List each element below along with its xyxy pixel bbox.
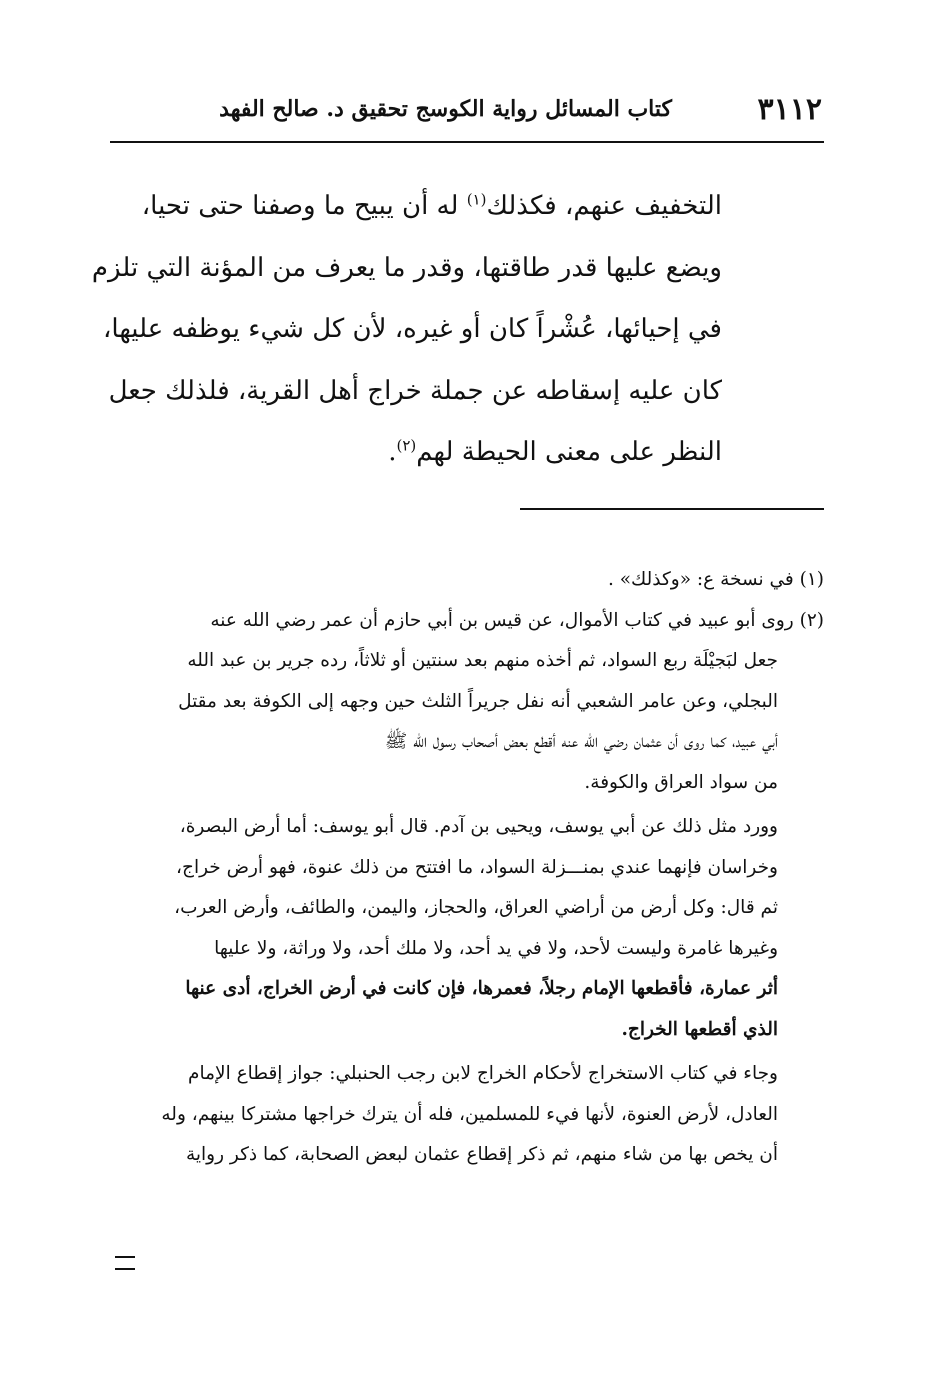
- footnote-paragraph-line: وجاء في كتاب الاستخراج لأحكام الخراج لابن رجب الحنبلي: جواز إقطاع الإمام: [188, 1063, 778, 1084]
- footnote-paragraph-line: وخراسان فإنهما عندي بمنـــزلة السواد، ما افتتح من ذلك عنوة، فهو أرض خراج،: [176, 856, 778, 878]
- footnote-reference: (٢): [396, 436, 417, 455]
- footnote-1: (١) في نسخة ع: «وكذلك» .: [607, 569, 824, 590]
- main-text-span: النظر على معنى الحيطة لهم: [416, 437, 722, 467]
- footnote-2-line: جعل لبَجيْلَة ربع السواد، ثم أخذه منهم بعد سنتين أو ثلاثاً، رده جرير بن عبد الله: [187, 650, 778, 671]
- footnote-2-line: أبي عبيد، كما روى أن عثمان رضي الله عنه أقطع بعض أصحاب رسول الله ﷺ: [384, 731, 778, 752]
- running-title: كتاب المسائل رواية الكوسج تحقيق د. صالح الفهد: [219, 96, 672, 122]
- main-text-line: [108, 422, 722, 484]
- main-text-span: .: [388, 437, 397, 467]
- footnote-paragraph-line: وغيرها غامرة وليست لأحد، ولا في يد أحد، ولا ملك أحد، ولا وراثة، ولا عليها: [214, 937, 778, 959]
- continuation-mark: [115, 1256, 135, 1270]
- main-text-line: [108, 176, 722, 238]
- footnote-paragraph-line: العادل، لأرض العنوة، لأنها فيء للمسلمين، فله أن يترك خراجها مشتركا بينهم، وله: [161, 1103, 778, 1125]
- footnote-separator: [520, 508, 824, 510]
- footnote-2-line: (٢) روى أبو عبيد في كتاب الأموال، عن قيس بن أبي حازم أن عمر رضي الله عنه: [210, 609, 824, 631]
- main-text-line: ويضع عليها قدر طاقتها، وقدر ما يعرف من المؤنة التي تلزم: [91, 252, 722, 283]
- footnote-paragraph-line: أن يخص بها من شاء منهم، ثم ذكر إقطاع عثمان لبعض الصحابة، كما ذكر رواية: [185, 1144, 778, 1165]
- footnote-paragraph-line: أثر عمارة، فأقطعها الإمام رجلاً، فعمرها، فإن كانت في أرض الخراج، أدى عنها: [185, 978, 778, 999]
- footnote-paragraph-line: وورد مثل ذلك عن أبي يوسف، ويحيى بن آدم. قال أبو يوسف: أما أرض البصرة،: [179, 816, 778, 837]
- main-text: [91, 176, 722, 484]
- main-text-line: كان عليه إسقاطه عن جملة خراج أهل القرية، فلذلك جعل: [108, 375, 722, 406]
- footnotes: [108, 560, 824, 1176]
- footnote-reference: (١): [466, 190, 487, 209]
- main-text-line: في إحيائها، عُشْراً كان أو غيره، لأن كل شيء يوظفه عليها،: [103, 314, 722, 344]
- page-number: ٣١١٢: [757, 92, 822, 127]
- footnote-2-line: البجلي، وعن عامر الشعبي أنه نفل جريراً الثلث حين وجهه إلى الكوفة بعد مقتل: [178, 690, 778, 712]
- footnote-2-line: من سواد العراق والكوفة.: [584, 771, 778, 793]
- main-text-span: له أن يبيح ما وصفنا حتى تحيا،: [141, 191, 467, 221]
- footnote-paragraph-line: الذي أقطعها الخراج.: [621, 1018, 778, 1040]
- page-header: [110, 92, 822, 132]
- main-text-span: التخفيف عنهم، فكذلك: [486, 191, 722, 221]
- footnote-paragraph-line: ثم قال: وكل أرض من أراضي العراق، والحجاز، واليمن، والطائف، وأرض العرب،: [174, 897, 778, 918]
- header-rule: [110, 141, 824, 143]
